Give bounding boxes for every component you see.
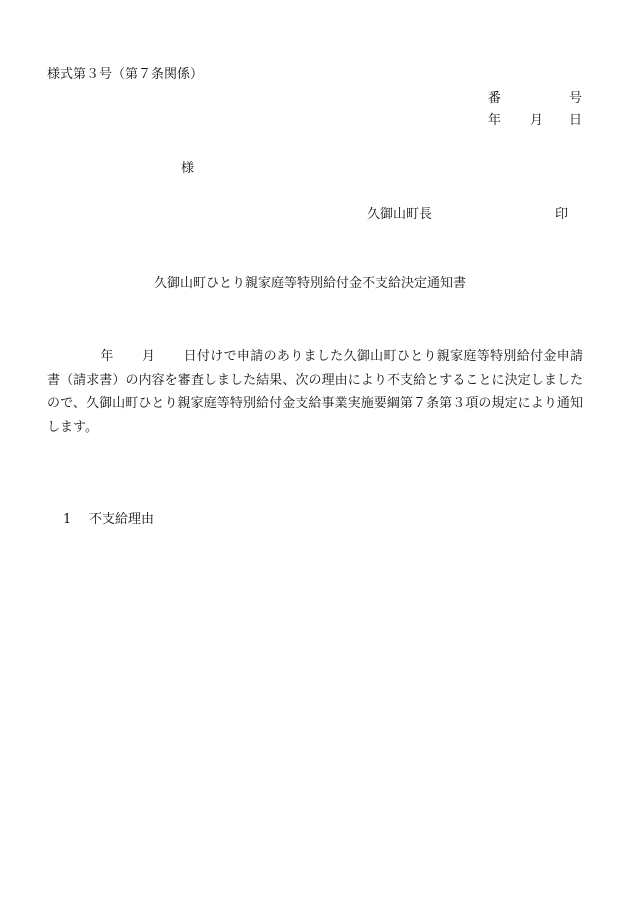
date-year: 年 bbox=[488, 113, 502, 128]
date-month: 月 bbox=[530, 113, 544, 128]
section-label: 不支給理由 bbox=[89, 512, 155, 527]
section-number: 1 bbox=[63, 512, 72, 527]
body-month: 月 bbox=[141, 349, 156, 364]
addressee-honorific: 様 bbox=[181, 161, 195, 176]
body-paragraph bbox=[47, 345, 583, 439]
issuer-name: 久御山町長 bbox=[367, 207, 433, 222]
seal-mark: 印 bbox=[555, 207, 569, 222]
number-suffix: 号 bbox=[569, 91, 583, 106]
document-title: 久御山町ひとり親家庭等特別給付金不支給決定通知書 bbox=[154, 276, 467, 291]
date-day: 日 bbox=[569, 113, 583, 128]
number-label: 番 bbox=[488, 91, 502, 106]
form-number: 様式第３号（第７条関係） bbox=[47, 67, 204, 82]
body-year: 年 bbox=[100, 349, 114, 364]
body-text: 日付けで申請のありました久御山町ひとり親家庭等特別給付金申請書（請求書）の内容を審査しました結果、次の理由により不支給とすることに決定しましたので、久御山町ひとり親家庭等特別給付金支給事業実施要綱第７条第３項の規定により通知します。 bbox=[47, 349, 583, 435]
